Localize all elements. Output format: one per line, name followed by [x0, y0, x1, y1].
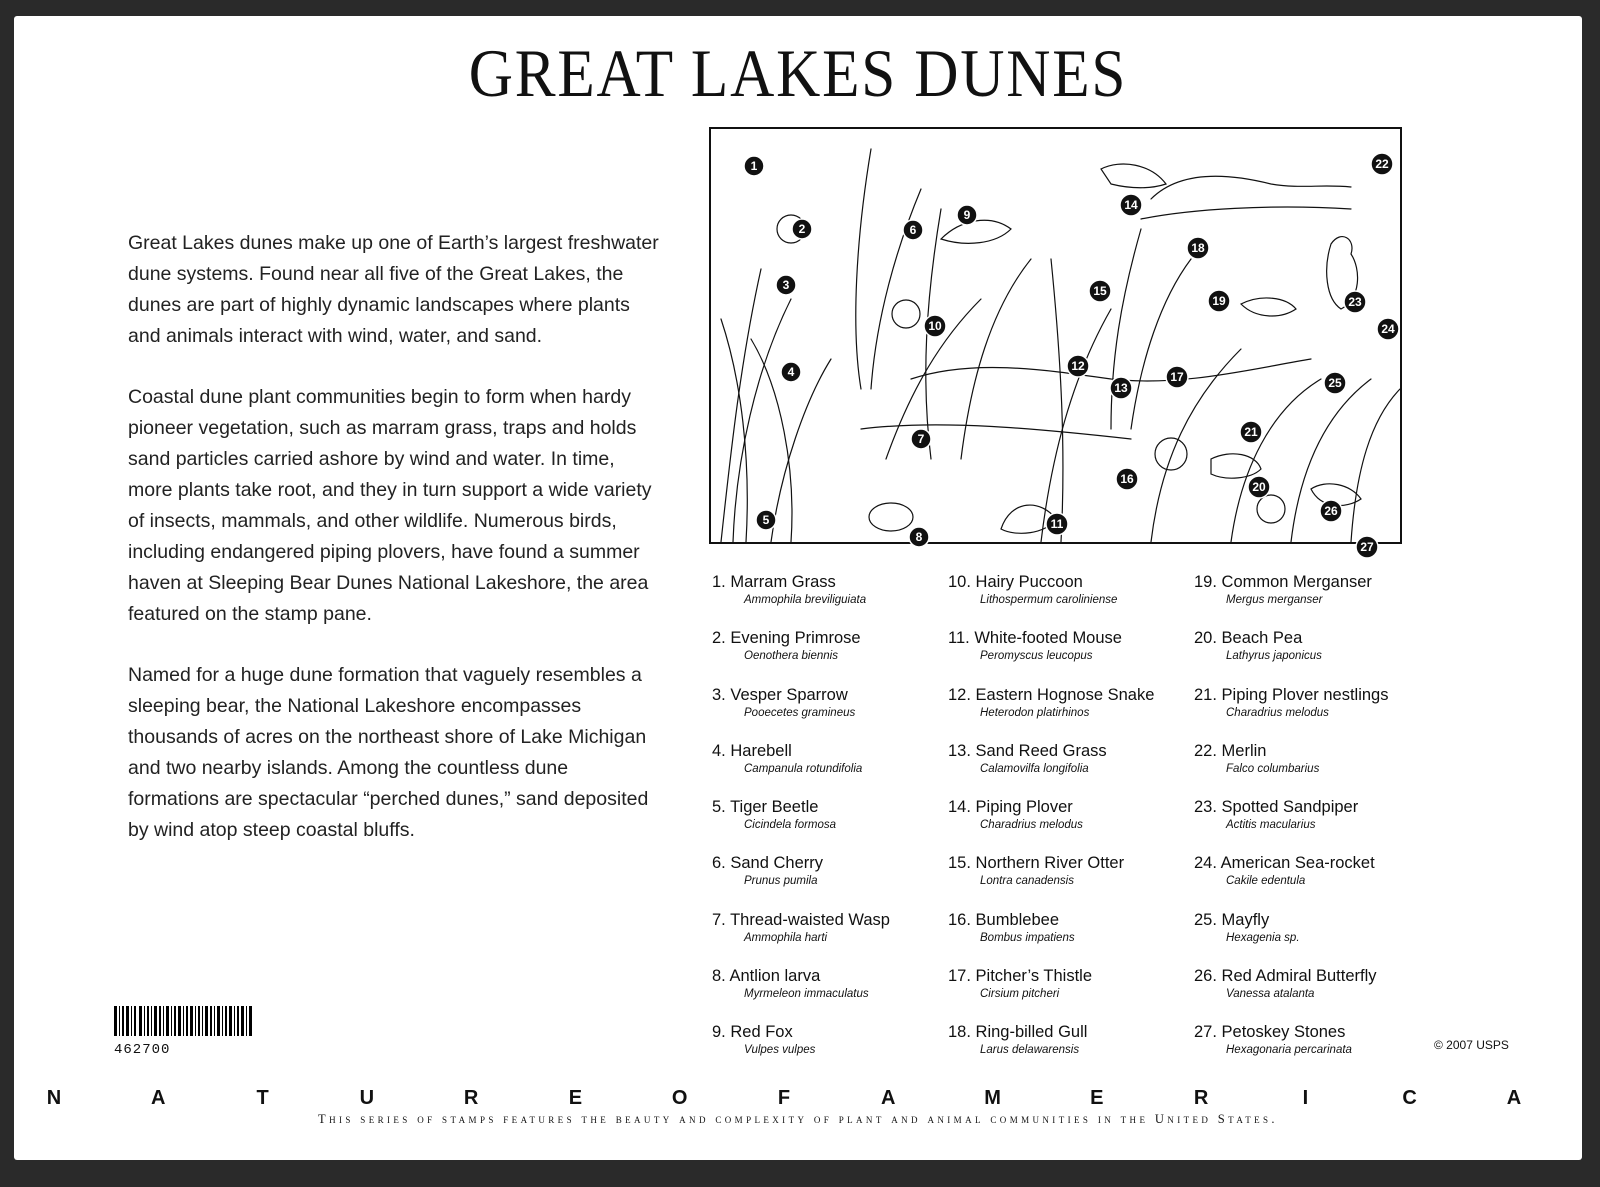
- svg-text:19: 19: [1212, 294, 1226, 308]
- legend-entry: [948, 910, 1154, 966]
- svg-text:25: 25: [1328, 376, 1342, 390]
- scientific-name: Lithospermum caroliniense: [980, 594, 1118, 606]
- common-name: Spotted Sandpiper: [1221, 798, 1359, 817]
- scientific-name: Lathyrus japonicus: [1226, 650, 1322, 663]
- svg-text:21: 21: [1244, 425, 1258, 439]
- scientific-name: Pooecetes gramineus: [744, 706, 856, 719]
- legend-column-3: [1194, 572, 1388, 1079]
- series-letter: E: [1090, 1087, 1104, 1109]
- svg-text:9: 9: [963, 208, 971, 222]
- legend-column-2: [948, 572, 1154, 1079]
- entry-number: 20.: [1194, 629, 1217, 648]
- entry-number: 26.: [1194, 967, 1217, 986]
- scientific-name: Campanula rotundifolia: [744, 762, 863, 775]
- common-name: Piping Plover nestlings: [1221, 685, 1389, 704]
- common-name: Red Fox: [730, 1023, 793, 1042]
- key-illustration: [709, 127, 1402, 554]
- scientific-name: Ammophila harti: [744, 931, 828, 944]
- svg-text:1: 1: [750, 159, 758, 173]
- legend-entry: [948, 853, 1154, 909]
- key-marker-20: [1248, 476, 1270, 498]
- scientific-name: Ammophila breviliguiata: [744, 594, 867, 606]
- legend-entry: [948, 572, 1154, 628]
- scientific-name: Falco columbarius: [1226, 762, 1320, 775]
- entry-number: 6.: [712, 854, 726, 873]
- common-name: Tiger Beetle: [730, 798, 819, 817]
- intro-paragraph-1: Great Lakes dunes make up one of Earth’s largest freshwater dune systems. Found near all five of the Great Lakes, the dunes are part of highly dynamic landscapes where plants and animals interact with wind, water, and sand.: [128, 232, 659, 347]
- key-marker-14: [1120, 194, 1142, 216]
- svg-text:6: 6: [909, 223, 917, 237]
- legend-entry: [1194, 741, 1388, 797]
- key-marker-19: [1208, 290, 1230, 312]
- key-marker-18: [1187, 237, 1209, 259]
- intro-text: [128, 228, 663, 876]
- legend-entry: [948, 741, 1154, 797]
- legend-entry: [1194, 1022, 1388, 1078]
- common-name: Eastern Hognose Snake: [975, 685, 1155, 704]
- key-marker-16: [1116, 468, 1138, 490]
- series-letter: A: [151, 1087, 166, 1109]
- legend-entry: [1194, 966, 1388, 1022]
- common-name: Common Merganser: [1221, 573, 1372, 591]
- legend-entry: [712, 910, 890, 966]
- common-name: Sand Cherry: [730, 854, 823, 873]
- series-letter: A: [1506, 1087, 1522, 1109]
- legend-entry: [1194, 628, 1388, 684]
- key-marker-1: [744, 156, 764, 176]
- souvenir-sheet: [14, 16, 1582, 1160]
- key-marker-22: [1371, 153, 1393, 175]
- legend-entry: [712, 741, 890, 797]
- entry-number: 10.: [948, 573, 971, 591]
- entry-number: 5.: [712, 798, 726, 817]
- key-marker-3: [776, 275, 796, 295]
- series-letter: I: [1302, 1087, 1309, 1109]
- entry-number: 22.: [1194, 741, 1217, 760]
- svg-text:15: 15: [1093, 284, 1107, 298]
- entry-number: 27.: [1194, 1023, 1217, 1042]
- entry-number: 13.: [948, 741, 971, 760]
- legend-entry: [712, 797, 890, 853]
- common-name: Pitcher’s Thistle: [975, 967, 1092, 986]
- common-name: Hairy Puccoon: [975, 573, 1083, 591]
- common-name: Vesper Sparrow: [730, 685, 848, 704]
- key-marker-23: [1344, 291, 1366, 313]
- svg-text:10: 10: [928, 319, 942, 333]
- svg-text:22: 22: [1375, 157, 1389, 171]
- common-name: Piping Plover: [975, 798, 1073, 817]
- svg-text:8: 8: [915, 530, 923, 544]
- svg-text:7: 7: [917, 432, 925, 446]
- common-name: Harebell: [730, 741, 792, 760]
- entry-number: 9.: [712, 1023, 726, 1042]
- legend-entry: [712, 685, 890, 741]
- scientific-name: Cakile edentula: [1226, 875, 1306, 888]
- scientific-name: Myrmeleon immaculatus: [744, 988, 869, 1001]
- series-letter: U: [359, 1087, 375, 1109]
- entry-number: 1.: [712, 573, 726, 591]
- svg-text:20: 20: [1252, 480, 1266, 494]
- svg-text:11: 11: [1050, 517, 1064, 531]
- series-letter: F: [777, 1087, 791, 1109]
- legend-entry: [712, 572, 890, 628]
- common-name: Mayfly: [1221, 910, 1270, 929]
- entry-number: 19.: [1194, 573, 1217, 591]
- series-letter: A: [881, 1087, 896, 1109]
- scientific-name: Charadrius melodus: [1226, 706, 1329, 719]
- common-name: Petoskey Stones: [1221, 1023, 1346, 1042]
- legend-entry: [712, 1022, 890, 1078]
- key-marker-4: [781, 362, 801, 382]
- legend-entry: [712, 853, 890, 909]
- barcode: [114, 1006, 252, 1058]
- key-marker-8: [909, 527, 929, 547]
- page-title: GREAT LAKES DUNES: [468, 35, 1128, 111]
- entry-number: 17.: [948, 967, 971, 986]
- key-marker-25: [1324, 372, 1346, 394]
- scientific-name: Bombus impatiens: [980, 931, 1075, 944]
- svg-text:23: 23: [1348, 295, 1362, 309]
- scientific-name: Oenothera biennis: [744, 650, 838, 663]
- scientific-name: Cirsium pitcheri: [980, 988, 1060, 1001]
- svg-text:16: 16: [1120, 472, 1134, 486]
- svg-text:13: 13: [1114, 381, 1128, 395]
- key-marker-27: [1356, 536, 1378, 558]
- legend-entry: [712, 966, 890, 1022]
- legend-entry: [948, 966, 1154, 1022]
- scientific-name: Heterodon platirhinos: [980, 706, 1090, 719]
- legend-entry: [1194, 853, 1388, 909]
- svg-text:27: 27: [1360, 540, 1374, 554]
- entry-number: 2.: [712, 629, 726, 648]
- entry-number: 15.: [948, 854, 971, 873]
- barcode-bars: [114, 1006, 252, 1036]
- entry-number: 21.: [1194, 685, 1217, 704]
- key-marker-7: [911, 429, 931, 449]
- legend-entry: [948, 628, 1154, 684]
- scientific-name: Charadrius melodus: [980, 819, 1083, 832]
- scientific-name: Vulpes vulpes: [744, 1044, 816, 1057]
- entry-number: 18.: [948, 1023, 971, 1042]
- scientific-name: Calamovilfa longifolia: [980, 762, 1089, 775]
- legend-entry: [948, 1022, 1154, 1078]
- key-marker-5: [756, 510, 776, 530]
- key-marker-9: [957, 205, 977, 225]
- common-name: Evening Primrose: [730, 629, 861, 648]
- entry-number: 7.: [712, 910, 726, 929]
- entry-number: 16.: [948, 910, 971, 929]
- series-letter: C: [1402, 1087, 1417, 1109]
- entry-number: 3.: [712, 685, 726, 704]
- intro-paragraph-2: Coastal dune plant communities begin to form when hardy pioneer vegetation, such as marram grass, traps and holds sand particles carried ashore by wind and water. In time, more plants take root, and they in turn support a wide variety of insects, mammals, and other wildlife. Numerous birds, including endangered piping plovers, have found a summer haven at Sleeping Bear Dunes National Lakeshore, the area featured on the stamp pane.: [128, 386, 652, 625]
- key-marker-26: [1320, 500, 1342, 522]
- scientific-name: Actitis macularius: [1226, 819, 1316, 832]
- legend-entry: [948, 797, 1154, 853]
- series-letter: R: [1193, 1087, 1209, 1109]
- entry-number: 14.: [948, 798, 971, 817]
- common-name: Northern River Otter: [975, 854, 1125, 873]
- common-name: Thread-waisted Wasp: [730, 910, 890, 929]
- common-name: Antlion larva: [729, 967, 821, 986]
- dune-scene-line-art: [711, 129, 1400, 554]
- scientific-name: Prunus pumila: [744, 875, 818, 888]
- legend-entry: [712, 628, 890, 684]
- key-marker-12: [1067, 355, 1089, 377]
- key-marker-13: [1110, 377, 1132, 399]
- series-letter: E: [568, 1087, 583, 1109]
- key-marker-21: [1240, 421, 1262, 443]
- scientific-name: Peromyscus leucopus: [980, 650, 1093, 663]
- svg-text:4: 4: [787, 365, 795, 379]
- common-name: American Sea-rocket: [1220, 854, 1375, 873]
- common-name: Red Admiral Butterfly: [1221, 967, 1377, 986]
- scientific-name: Cicindela formosa: [744, 819, 837, 832]
- scientific-name: Mergus merganser: [1226, 594, 1323, 606]
- common-name: Beach Pea: [1221, 629, 1303, 648]
- entry-number: 12.: [948, 685, 971, 704]
- scientific-name: Larus delawarensis: [980, 1044, 1080, 1057]
- key-marker-10: [924, 315, 946, 337]
- copyright-notice: © 2007 USPS: [1434, 1038, 1509, 1052]
- key-marker-24: [1377, 318, 1399, 340]
- entry-number: 11.: [948, 629, 970, 648]
- entry-number: 8.: [712, 967, 726, 986]
- entry-number: 25.: [1194, 910, 1217, 929]
- scientific-name: Vanessa atalanta: [1226, 988, 1315, 1001]
- entry-number: 4.: [712, 741, 726, 760]
- key-marker-6: [903, 220, 923, 240]
- common-name: Merlin: [1221, 741, 1267, 760]
- entry-number: 23.: [1194, 798, 1217, 817]
- key-marker-2: [792, 219, 812, 239]
- intro-paragraph-3: Named for a huge dune formation that vaguely resembles a sleeping bear, the National Lakeshore encompasses thousands of acres on the northeast shore of Lake Michigan and two nearby islands. Among the countless dune formations are spectacular “perched dunes,” sand deposited by wind atop steep coastal bluffs.: [128, 664, 649, 841]
- svg-text:14: 14: [1124, 198, 1138, 212]
- legend-entry: [1194, 910, 1388, 966]
- species-legend: [712, 572, 1572, 1092]
- svg-text:12: 12: [1071, 359, 1085, 373]
- scientific-name: Hexagenia sp.: [1226, 931, 1300, 944]
- series-letter: M: [984, 1087, 1001, 1109]
- legend-entry: [1194, 685, 1388, 741]
- series-title: [44, 1087, 1524, 1110]
- series-letter: R: [463, 1087, 479, 1109]
- series-letter: N: [46, 1087, 62, 1109]
- scientific-name: Hexagonaria percarinata: [1226, 1044, 1352, 1057]
- key-marker-17: [1166, 366, 1188, 388]
- svg-text:2: 2: [798, 222, 806, 236]
- common-name: Sand Reed Grass: [975, 741, 1107, 760]
- series-tagline: This series of stamps features the beauty and complexity of plant and animal communities in the United States.: [318, 1112, 1278, 1126]
- svg-text:18: 18: [1191, 241, 1205, 255]
- svg-text:3: 3: [782, 278, 790, 292]
- series-letter: O: [671, 1087, 688, 1109]
- legend-entry: [1194, 797, 1388, 853]
- common-name: Bumblebee: [975, 910, 1060, 929]
- barcode-number: 462700: [114, 1042, 171, 1058]
- common-name: Marram Grass: [730, 573, 836, 591]
- svg-text:26: 26: [1324, 504, 1338, 518]
- entry-number: 24.: [1194, 854, 1217, 873]
- common-name: Ring-billed Gull: [975, 1023, 1088, 1042]
- svg-text:5: 5: [762, 513, 770, 527]
- series-letter: T: [256, 1087, 269, 1109]
- legend-entry: [1194, 572, 1388, 628]
- key-marker-11: [1046, 513, 1068, 535]
- legend-entry: [948, 685, 1154, 741]
- key-marker-15: [1089, 280, 1111, 302]
- svg-text:24: 24: [1381, 322, 1395, 336]
- scientific-name: Lontra canadensis: [980, 875, 1074, 888]
- svg-text:17: 17: [1170, 370, 1184, 384]
- common-name: White-footed Mouse: [974, 629, 1122, 648]
- legend-column-1: [712, 572, 890, 1079]
